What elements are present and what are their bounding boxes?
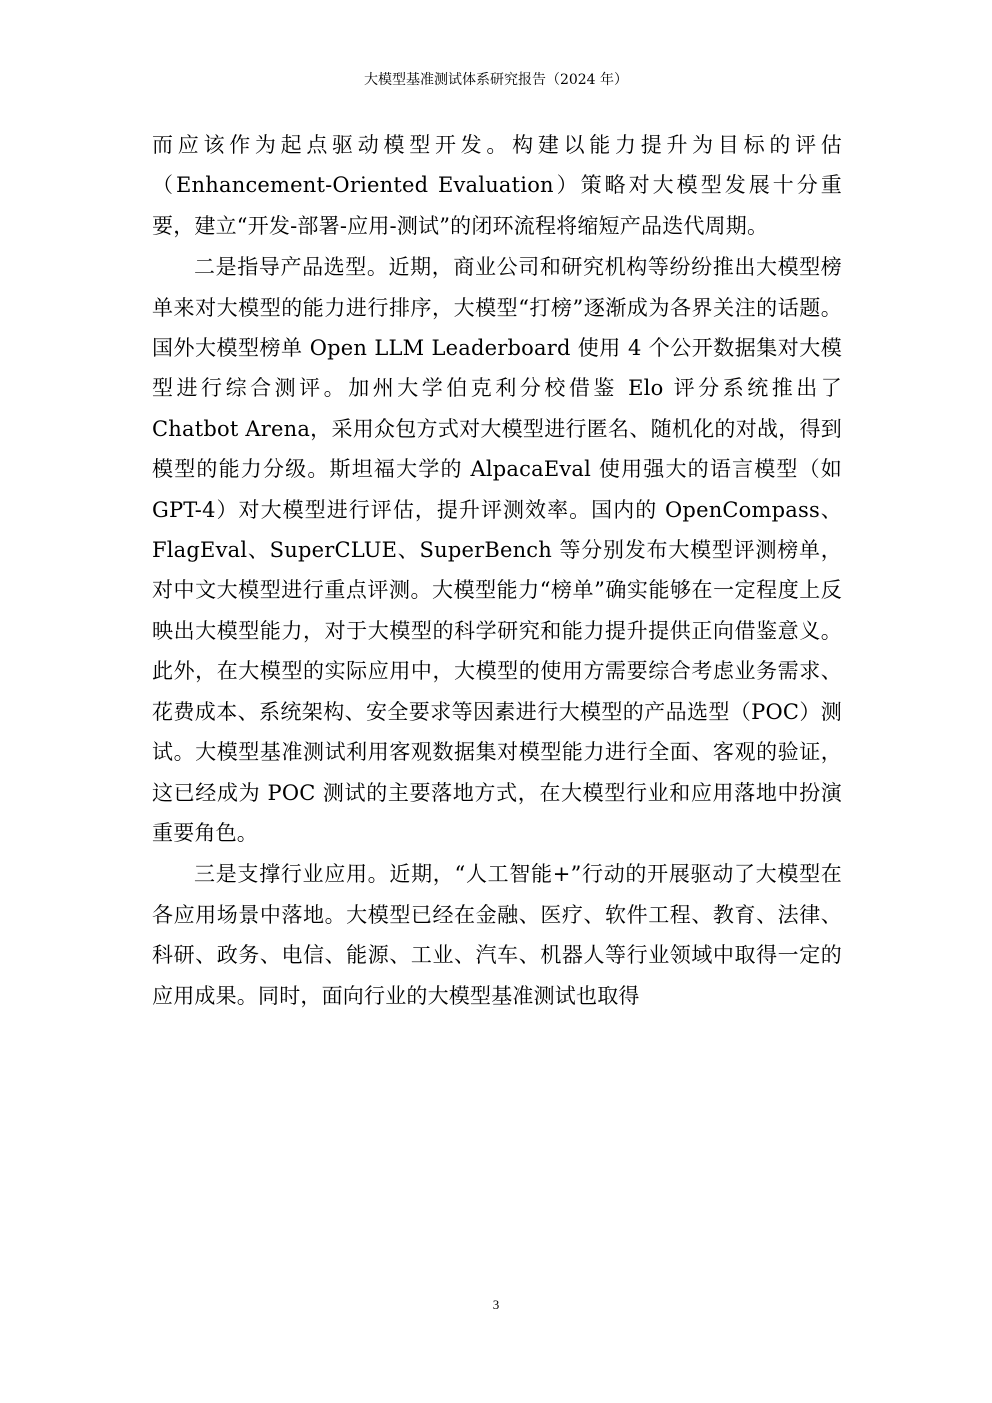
paragraph-industry-application: 三是支撑行业应用。近期，“人工智能+”行动的开展驱动了大模型在各应用场景中落地。大模型已经在金融、医疗、软件工程、教育、法律、科研、政务、电信、能源、工业、汽车、机器人等行业领域中取得一定的应用成果。同时，面向行业的大模型基准测试也取得 xyxy=(152,862,842,1008)
paragraph-continued: 而应该作为起点驱动模型开发。构建以能力提升为目标的评估（Enhancement-Oriented Evaluation）策略对大模型发展十分重要，建立“开发-部署-应用-测试”的闭环流程将缩短产品迭代周期。 xyxy=(152,133,842,238)
page-number: 3 xyxy=(492,1297,500,1312)
running-header: 大模型基准测试体系研究报告（2024 年） xyxy=(363,72,629,88)
report-body xyxy=(152,125,842,1016)
paragraph-product-selection: 二是指导产品选型。近期，商业公司和研究机构等纷纷推出大模型榜单来对大模型的能力进行排序，大模型“打榜”逐渐成为各界关注的话题。国外大模型榜单 Open LLM Leaderboard 使用 4 个公开数据集对大模型进行综合测评。加州大学伯克利分校借鉴 Elo 评分系统推出了 Chatbot Arena，采用众包方式对大模型进行匿名、随机化的对战，得到模型的能力分级。斯坦福大学的 AlpacaEval 使用强大的语言模型（如 GPT-4）对大模型进行评估，提升评测效率。国内的 OpenCompass、FlagEval、SuperCLUE、SuperBench 等分别发布大模型评测榜单，对中文大模型进行重点评测。大模型能力“榜单”确实能够在一定程度上反映出大模型能力，对于大模型的科学研究和能力提升提供正向借鉴意义。此外，在大模型的实际应用中，大模型的使用方需要综合考虑业务需求、花费成本、系统架构、安全要求等因素进行大模型的产品选型（POC）测试。大模型基准测试利用客观数据集对模型能力进行全面、客观的验证，这已经成为 POC 测试的主要落地方式，在大模型行业和应用落地中扮演重要角色。 xyxy=(152,255,842,845)
